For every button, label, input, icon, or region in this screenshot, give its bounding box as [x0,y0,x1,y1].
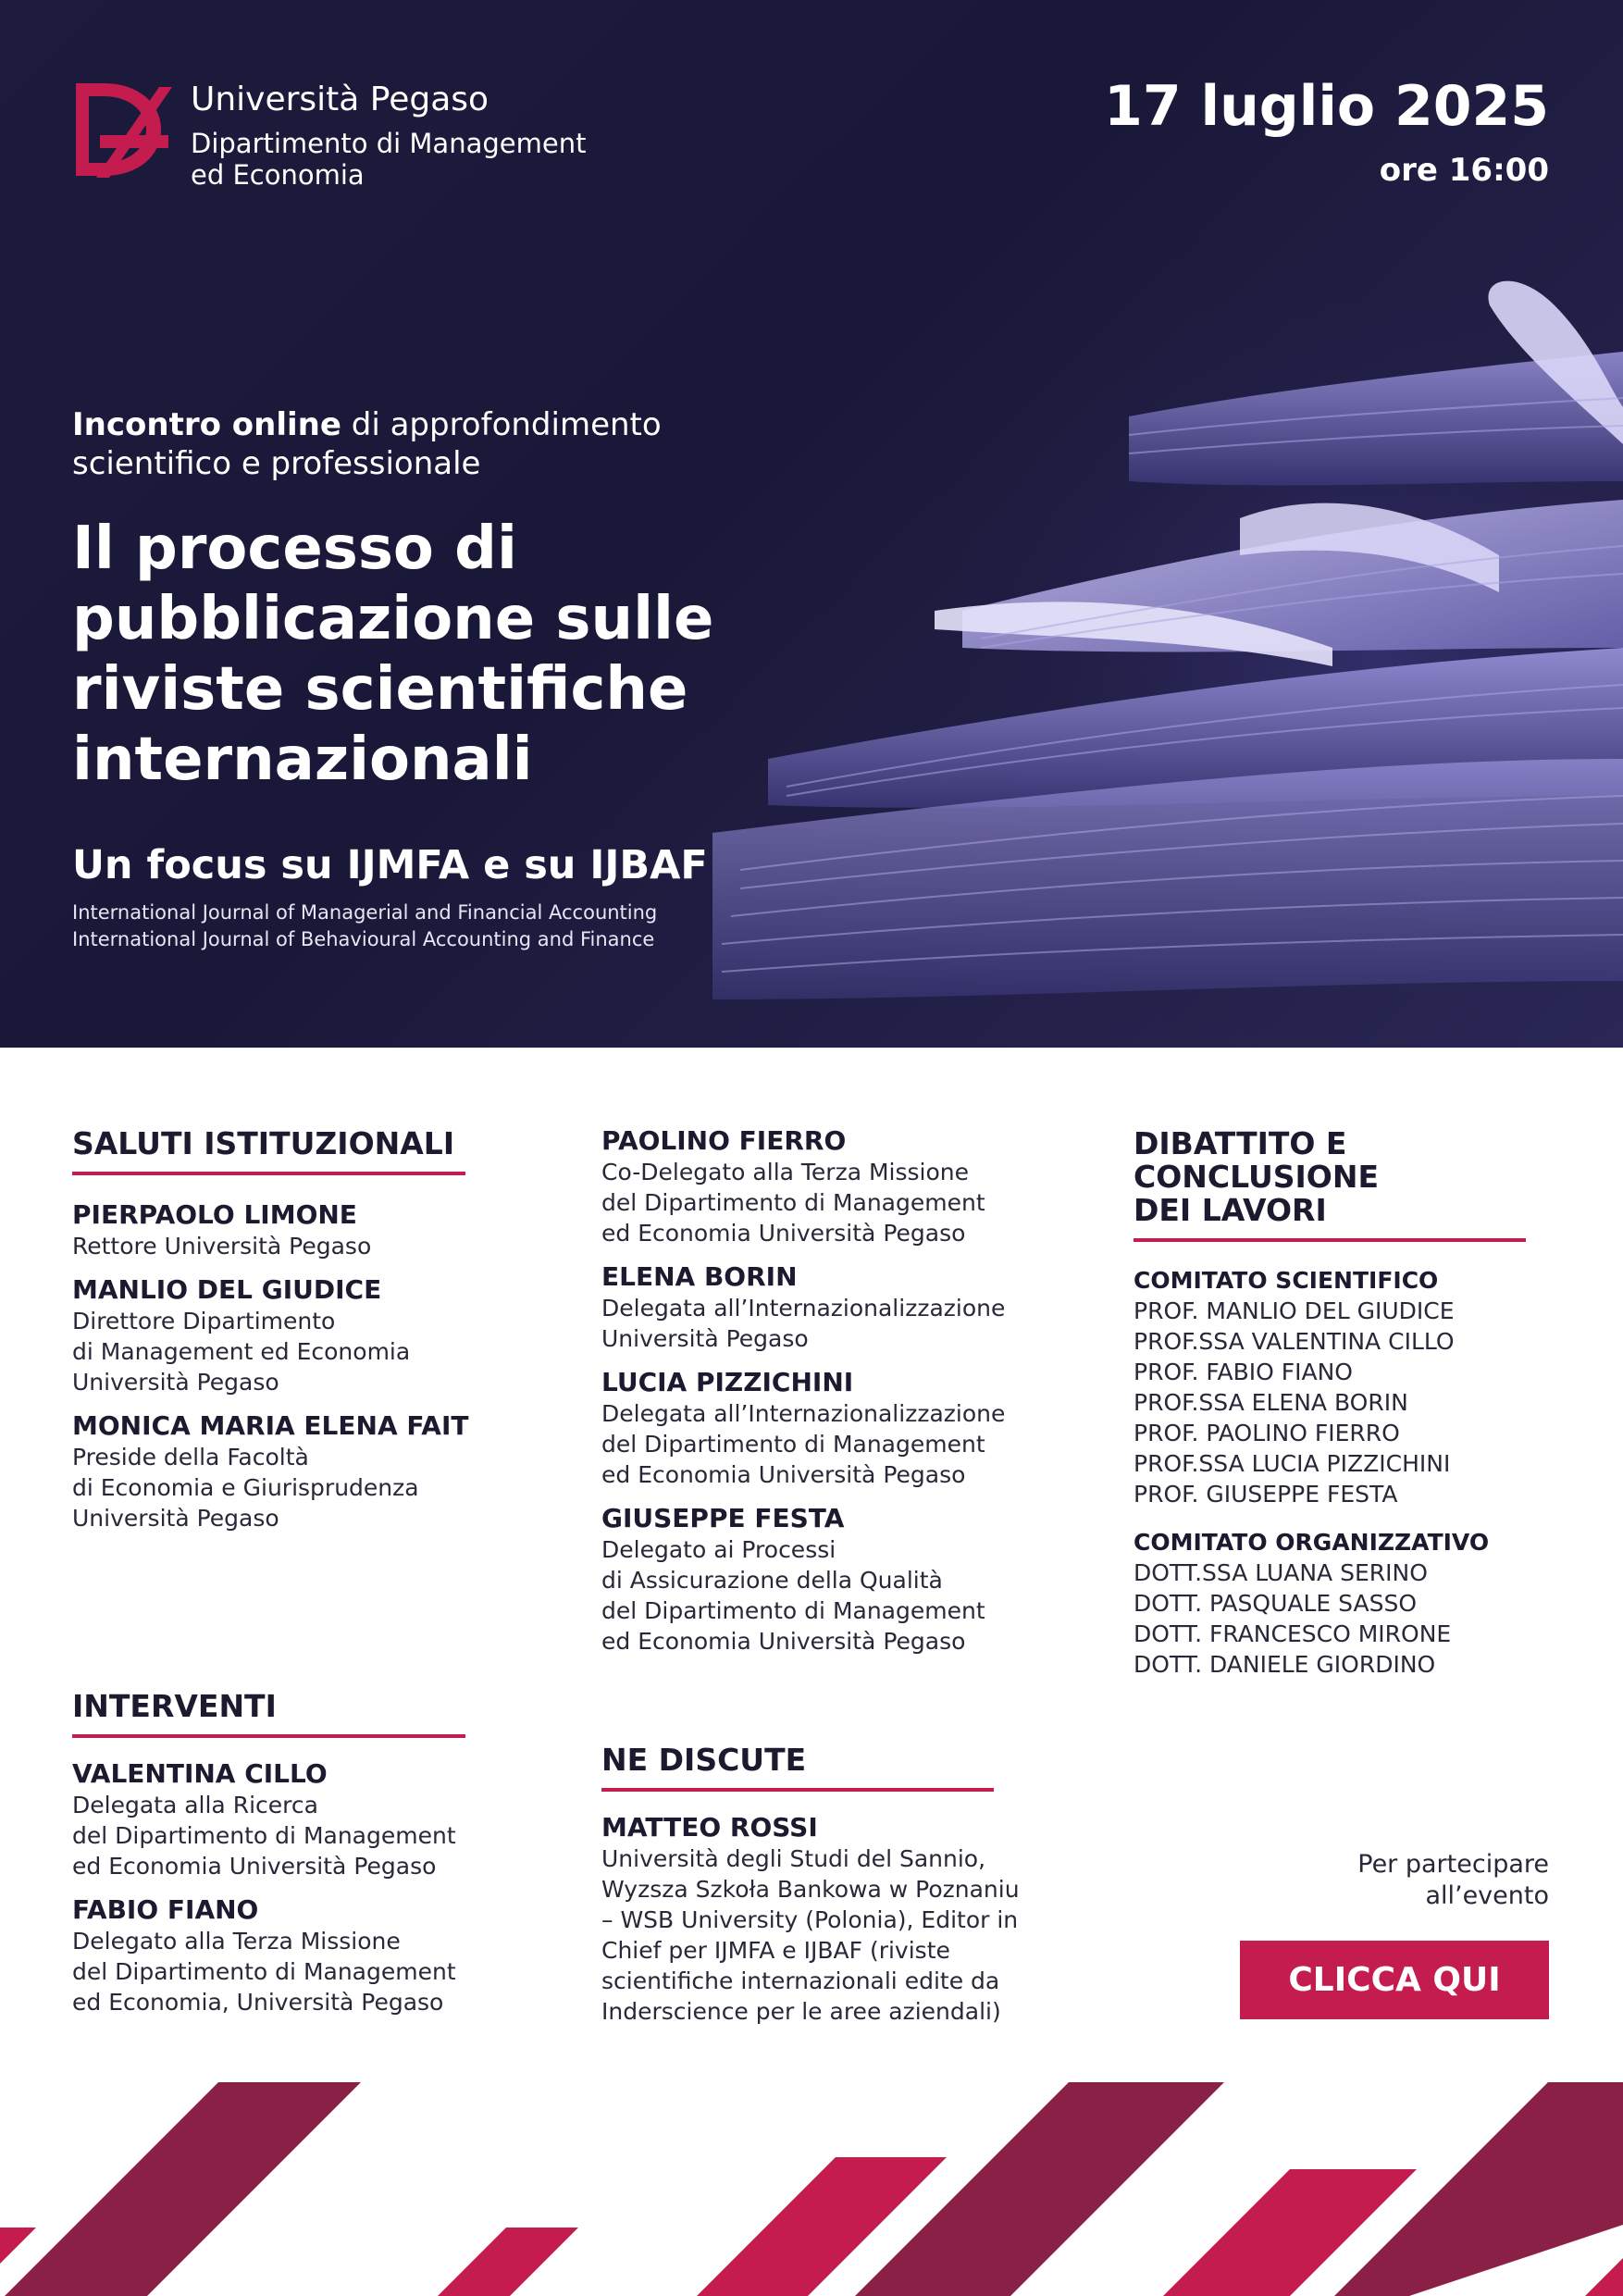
person-name: GIUSEPPE FESTA [601,1503,845,1533]
section-heading-interventi: INTERVENTI [72,1688,277,1724]
person [601,1503,1083,1657]
university-name: Università Pegaso [191,81,489,118]
person-name: LUCIA PIZZICHINI [601,1367,854,1397]
comitato-scientifico-heading: COMITATO SCIENTIFICO [1134,1267,1439,1294]
journal-2: International Journal of Behavioural Accounting and Finance [72,928,655,950]
person-role: Delegata alla Ricerca del Dipartimento di Management ed Economia Università Pegaso [72,1792,456,1880]
department-line: Dipartimento di Management ed Economia [191,128,587,191]
list-item: DOTT. PASQUALE SASSO [1134,1590,1418,1617]
column-dibattito [1134,1127,1559,1680]
column-interventi [72,1690,535,2017]
column-saluti [72,1127,498,1533]
list-item: DOTT. DANIELE GIORDINO [1134,1651,1436,1678]
cta-text: Per partecipare all’evento [1357,1850,1549,1910]
comitato-scientifico-list [1134,1296,1559,1509]
person [72,1199,498,1261]
journal-names [72,900,657,953]
decorative-stripes [0,2082,1623,2296]
stripe [1585,2258,1623,2296]
list-item: DOTT.SSA LUANA SERINO [1134,1559,1428,1586]
person-role: Delegato ai Processi di Assicurazione della Qualità del Dipartimento di Management ed Economia Università Pegaso [601,1536,985,1655]
list-item: PROF.SSA ELENA BORIN [1134,1389,1408,1416]
logo-text [191,80,626,191]
section-divider [1134,1238,1526,1242]
person-role: Delegato alla Terza Missione del Dipartimento di Management ed Economia, Università Pegaso [72,1928,456,2016]
person [601,1261,1083,1354]
column-ne-discute [601,1744,1101,2027]
event-time: ore 16:00 [1379,152,1549,189]
section-divider [72,1172,465,1175]
list-item: PROF. PAOLINO FIERRO [1134,1420,1400,1446]
person-name: FABIO FIANO [72,1894,259,1925]
person [601,1125,1083,1248]
person-name: PAOLINO FIERRO [601,1125,847,1156]
person [72,1274,498,1397]
person-name: ELENA BORIN [601,1261,798,1292]
person [72,1758,535,1881]
section-divider [72,1734,465,1738]
person [601,1367,1083,1490]
person-name: VALENTINA CILLO [72,1758,328,1789]
event-intro [72,405,775,483]
event-date: 17 luglio 2025 [1104,74,1549,139]
section-divider [601,1788,994,1792]
stripe [438,2228,578,2296]
list-item: PROF. GIUSEPPE FESTA [1134,1481,1398,1508]
stripe [5,2082,361,2296]
list-item: PROF.SSA LUCIA PIZZICHINI [1134,1450,1451,1477]
person-name: MATTEO ROSSI [601,1812,818,1843]
person-role: Direttore Dipartimento di Management ed Economia Università Pegaso [72,1308,411,1396]
department-name [191,128,626,191]
column-saluti-continued [601,1125,1083,1657]
intro-rest: di approfondimento scientifico e professionale [72,406,662,482]
journal-1: International Journal of Managerial and Financial Accounting [72,901,658,924]
event-date-block [1104,74,1549,189]
list-item: DOTT. FRANCESCO MIRONE [1134,1620,1452,1647]
person-name: MONICA MARIA ELENA FAIT [72,1410,469,1441]
heading-line: DEI LAVORI [1134,1192,1327,1228]
person [72,1894,535,2017]
person [72,1410,498,1533]
list-item: PROF.SSA VALENTINA CILLO [1134,1328,1455,1355]
list-item: PROF. FABIO FIANO [1134,1359,1353,1385]
person-role: Preside della Facoltà di Economia e Giurisprudenza Università Pegaso [72,1444,419,1532]
clicca-qui-button[interactable]: CLICCA QUI [1240,1941,1549,2019]
person-role: Delegata all’Internazionalizzazione Università Pegaso [601,1295,1006,1352]
person-name: MANLIO DEL GIUDICE [72,1274,382,1305]
person [601,1812,1101,2027]
heading-line: CONCLUSIONE [1134,1159,1380,1195]
section-heading-dibattito [1134,1127,1559,1227]
person-role: Rettore Università Pegaso [72,1233,372,1260]
event-title: Il processo di pubblicazione sulle riviste scientifiche internazionali [72,515,714,794]
person-role: Università degli Studi del Sannio, Wyzsza Szkoła Bankowa w Poznaniu – WSB University (Polonia), Editor in Chief per IJMFA e IJBAF (riviste scientifiche internazionali edite da Inderscience per le aree aziendali) [601,1845,1020,2025]
comitato-organizzativo-list [1134,1558,1559,1680]
heading-line: DIBATTITO E [1134,1125,1347,1161]
comitato-organizzativo-heading: COMITATO ORGANIZZATIVO [1134,1529,1490,1556]
list-item: PROF. MANLIO DEL GIUDICE [1134,1297,1455,1324]
event-subtitle: Un focus su IJMFA e su IJBAF [72,842,708,888]
intro-bold: Incontro online [72,406,341,443]
hero-banner [0,0,1623,1048]
person-role: Delegata all’Internazionalizzazione del Dipartimento di Management ed Economia Università Pegaso [601,1400,1006,1488]
person-role: Co-Delegato alla Terza Missione del Dipartimento di Management ed Economia Università Pegaso [601,1159,985,1247]
section-heading-saluti: SALUTI ISTITUZIONALI [72,1125,455,1161]
section-heading-ne-discute: NE DISCUTE [601,1742,807,1778]
pegaso-logo-icon [72,78,174,181]
person-name: PIERPAOLO LIMONE [72,1199,357,1230]
